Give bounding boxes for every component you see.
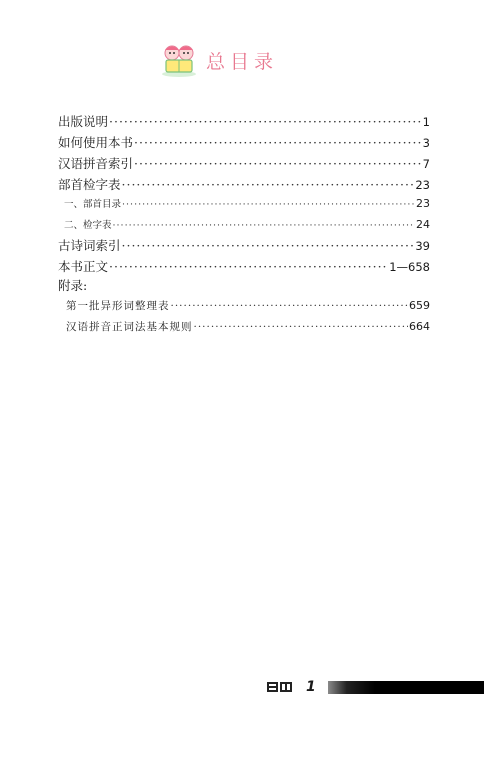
page-footer (266, 679, 484, 695)
toc-entry-page: 7 (422, 157, 430, 171)
toc-entry[interactable] (58, 133, 430, 154)
publisher-logo-icon (266, 680, 294, 694)
toc-subentry-label: 二、检字表 (64, 220, 112, 231)
toc-entry[interactable] (58, 236, 430, 257)
leader-dots (122, 177, 415, 192)
toc-entry-label: 如何使用本书 (58, 135, 134, 150)
title-block (160, 42, 278, 78)
toc-entry-page: 1—658 (389, 260, 430, 274)
toc-subentry[interactable] (58, 298, 430, 319)
toc-entry-label: 汉语拼音索引 (58, 156, 134, 171)
toc-subentry-page: 23 (416, 197, 430, 210)
toc-subentry-page: 24 (416, 218, 430, 231)
toc-subentry-page: 659 (409, 299, 430, 312)
footer-bar (328, 681, 484, 694)
toc-entry-page: 1 (422, 115, 430, 129)
table-of-contents (58, 112, 430, 340)
leader-dots (122, 238, 415, 253)
toc-entry[interactable] (58, 154, 430, 175)
two-children-reading-icon (160, 42, 198, 78)
leader-dots (134, 135, 422, 150)
toc-entry[interactable] (58, 257, 430, 278)
page-title: 总目录 (206, 50, 279, 73)
toc-subentry[interactable] (58, 217, 430, 236)
toc-subentry-label: 汉语拼音正词法基本规则 (66, 321, 193, 333)
toc-entry[interactable] (58, 112, 430, 133)
toc-subentry-label: 第一批异形词整理表 (66, 300, 170, 312)
toc-subentry-label: 一、部首目录 (64, 199, 122, 210)
toc-subentry[interactable] (58, 196, 430, 217)
toc-entry-page: 39 (415, 239, 430, 253)
toc-entry-label: 古诗词索引 (58, 238, 121, 253)
toc-subentry-page: 664 (409, 320, 430, 333)
appendix-heading: 附录: (58, 278, 88, 293)
toc-subentry[interactable] (58, 319, 430, 340)
leader-dots (109, 259, 388, 274)
leader-dots (109, 114, 422, 129)
leader-dots (122, 199, 415, 210)
leader-dots (171, 300, 409, 312)
leader-dots (113, 220, 415, 231)
leader-dots (134, 156, 422, 171)
toc-entry-label: 本书正文 (58, 259, 109, 274)
toc-entry-page: 23 (415, 178, 430, 192)
page-number: 1 (306, 679, 316, 695)
toc-entry-label: 部首检字表 (58, 177, 121, 192)
toc-entry-page: 3 (422, 136, 430, 150)
toc-entry[interactable] (58, 175, 430, 196)
leader-dots (194, 321, 409, 333)
toc-entry-label: 出版说明 (58, 114, 109, 129)
